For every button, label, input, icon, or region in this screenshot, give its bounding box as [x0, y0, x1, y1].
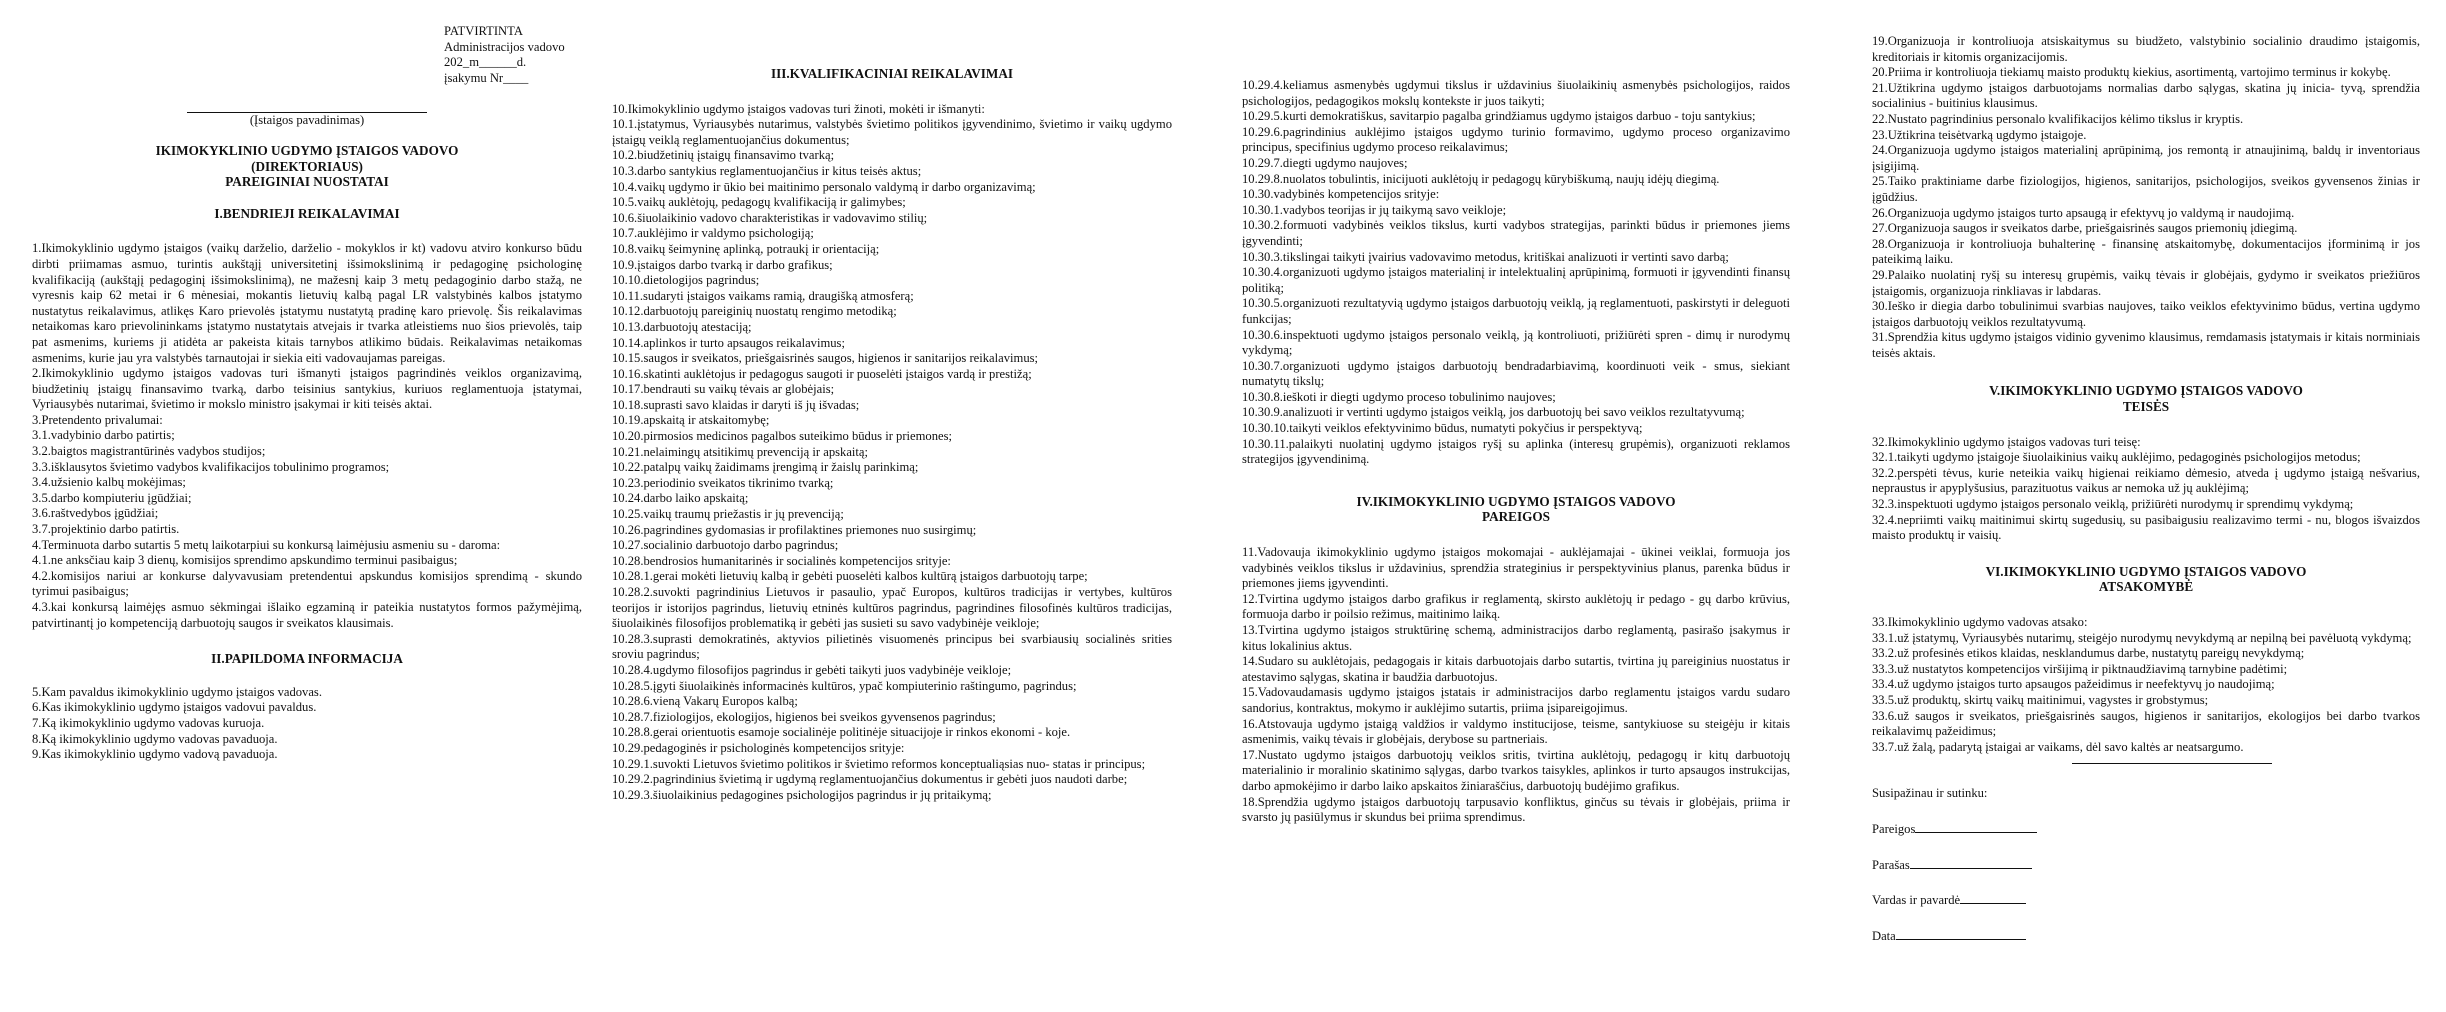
paragraph: 10.30.7.organizuoti ugdymo įstaigos darbuotojų bendradarbiavimą, koordinuoti veik - smus, siekiant numatytų tikslų;: [1242, 358, 1790, 389]
paragraph: 10.1.įstatymus, Vyriausybės nutarimus, valstybės švietimo politikos įgyvendinimo, švietimo ir vaikų ugdymo įstaigų veiklą reglamentuojančius dokumentus;: [612, 117, 1172, 147]
document-title: [32, 143, 582, 190]
approval-line: Administracijos vadovo: [444, 39, 565, 54]
approval-line: įsakymu Nr____: [444, 70, 529, 85]
paragraph: 10.28.5.įgyti šiuolaikinės informacinės kultūros, ypač kompiuterinio raštingumo, pagrindus;: [612, 678, 1077, 693]
paragraph: 10.28.bendrosios humanitarinės ir socialinės kompetencijos srityje:: [612, 553, 951, 568]
paragraph: 32.2.perspėti tėvus, kurie neteikia vaikų higienai reikiamo dėmesio, atveda į ugdymo įstaigą nešvarius, nepraustus ir apyplyšusius, parazituotus vaikus ar nemoka už jų auklėjimą;: [1872, 465, 2420, 496]
paragraph: 4.3.kai konkursą laimėjęs asmuo sėkmingai išlaiko egzaminą ir pateikia nustatytos formos pažymėjimą, patvirtinantį jo kompetenciją darbuotojų saugos ir sveikatos klausimais.: [32, 600, 582, 630]
section-body: [612, 102, 1172, 804]
approval-line: 202_m______d.: [444, 55, 527, 70]
paragraph: 4.2.komisijos nariui ar konkurse dalyvavusiam pretendentui apskundus komisijos sprendimą - skundo tyrimui pasibaigus;: [32, 568, 582, 599]
signature-label: Vardas ir pavardė: [1872, 893, 1961, 908]
section-body: [1872, 615, 2420, 755]
paragraph: 30.Ieško ir diegia darbo tobulinimui svarbias naujoves, taiko veiklos efektyvinimo būdus, vertina ugdymo įstaigos darbuotojų veiklos rezultatyvumą.: [1872, 299, 2420, 329]
section-body: [32, 685, 582, 763]
signature-label: Pareigos: [1872, 821, 1916, 836]
paragraph: 10.29.5.kurti demokratiškus, savitarpio pagalba grindžiamus ugdymo įstaigos darbuo - toju santykius;: [1242, 109, 1756, 124]
paragraph: 10.30.3.tikslingai taikyti įvairius vadovavimo metodus, kritiškai analizuoti ir vertinti savo darbą;: [1242, 249, 1729, 264]
paragraph: 10.30.6.inspektuoti ugdymo įstaigos personalo veiklą, ją kontroliuoti, prižiūrėti spren - dimų ir nurodymų vykdymą;: [1242, 327, 1790, 358]
paragraph: 10.28.2.suvokti pagrindinius Lietuvos ir pasaulio, ypač Europos, kultūros tradicijas ir vertybes, kultūros teorijos ir istorijos pagrindus, lietuvių etninės kultūros pagrindus, pagrindines filosofinės kultūros tradicijas, šiuolaikinės filosofijos problematiką ir gebėti jas susieti su savo vadybinėje veikloje;: [612, 585, 1172, 631]
paragraph: 15.Vadovaudamasis ugdymo įstaigos įstatais ir administracijos darbo reglamentu įstaigos vardu sudaro sandorius, kontraktus, mokymo ir auklėjimo sutartis, priima įsipareigojimus.: [1242, 685, 1790, 715]
paragraph: 10.Ikimokyklinio ugdymo įstaigos vadovas turi žinoti, mokėti ir išmanyti:: [612, 101, 985, 116]
paragraph: 10.13.darbuotojų atestaciją;: [612, 319, 752, 334]
paragraph: 10.29.pedagoginės ir psichologinės kompetencijos srityje:: [612, 740, 905, 755]
paragraph: 27.Organizuoja saugos ir sveikatos darbe, priešgaisrinės saugos priemonių įdiegimą.: [1872, 221, 2298, 236]
paragraph: 33.7.už žalą, padarytą įstaigai ar vaikams, dėl savo kaltės ar neatsargumo.: [1872, 739, 2244, 754]
signature-row-position: [1872, 820, 2420, 838]
signature-label: Data: [1872, 928, 1896, 943]
paragraph: 33.1.už įstatymų, Vyriausybės nutarimų, steigėjo nurodymų nevykdymą ar nepilną bei pavėluotą vykdymą;: [1872, 630, 2412, 645]
paragraph: 10.28.8.gerai orientuotis esamoje socialinėje politinėje situacijoje ir rinkos ekonomi - koje.: [612, 725, 1071, 740]
paragraph: 18.Sprendžia ugdymo įstaigos darbuotojų tarpusavio konfliktus, ginčus su tėvais ir globėjais, priima ir svarsto jų pasiūlymus ir skundus bei priima sprendimus.: [1242, 794, 1790, 825]
section-body: [1242, 545, 1790, 826]
paragraph: 10.28.6.vieną Vakarų Europos kalbą;: [612, 694, 798, 709]
paragraph: 3.4.užsienio kalbų mokėjimas;: [32, 475, 186, 490]
paragraph: 4.1.ne anksčiau kaip 3 dienų, komisijos sprendimo apskundimo terminui pasibaigus;: [32, 553, 458, 568]
paragraph: 3.Pretendento privalumai:: [32, 412, 163, 427]
paragraph: 5.Kam pavaldus ikimokyklinio ugdymo įstaigos vadovas.: [32, 684, 322, 699]
paragraph: 10.3.darbo santykius reglamentuojančius ir kitus teisės aktus;: [612, 163, 922, 178]
paragraph: 9.Kas ikimokyklinio ugdymo vadovą pavaduoja.: [32, 747, 278, 762]
paragraph: 8.Ką ikimokyklinio ugdymo vadovas pavaduoja.: [32, 731, 278, 746]
paragraph: 10.30.2.formuoti vadybinės veiklos tikslus, kurti vadybos strategijas, parinkti būdus ir priemones jiems įgyvendinti;: [1242, 218, 1790, 248]
paragraph: 10.29.8.nuolatos tobulintis, inicijuoti auklėtojų ir pedagogų kūrybiškumą, naujų idėjų diegimą.: [1242, 171, 1720, 186]
paragraph: 10.12.darbuotojų pareiginių nuostatų rengimo metodiką;: [612, 304, 897, 319]
paragraph: 33.5.už produktų, skirtų vaikų maitinimui, vagystes ir grobstymus;: [1872, 692, 2209, 707]
paragraph: 32.Ikimokyklinio ugdymo įstaigos vadovas turi teisę:: [1872, 434, 2141, 449]
section-body: [1242, 78, 1790, 468]
approval-block: [444, 24, 582, 86]
approval-line: PATVIRTINTA: [444, 24, 523, 38]
paragraph: 22.Nustato pagrindinius personalo kvalifikacijos kėlimo tikslus ir kryptis.: [1872, 111, 2244, 126]
paragraph: 3.3.išklausytos švietimo vadybos kvalifikacijos tobulinimo programos;: [32, 459, 390, 474]
heading-line: ATSAKOMYBĖ: [2098, 579, 2194, 595]
paragraph: 32.1.taikyti ugdymo įstaigoje šiuolaikinius vaikų auklėjimo, pedagoginės psichologijos metodus;: [1872, 450, 2361, 465]
paragraph: 10.9.įstaigos darbo tvarką ir darbo grafikus;: [612, 257, 833, 272]
section-heading: [1242, 494, 1790, 525]
paragraph: 10.30.8.ieškoti ir diegti ugdymo proceso tobulinimo naujoves;: [1242, 389, 1556, 404]
paragraph: 21.Užtikrina ugdymo įstaigos darbuotojams normalias darbo sąlygas, skatina jų inicia- tyvą, sprendžia socialinius - buitinius klausimus.: [1872, 80, 2420, 111]
paragraph: 10.22.patalpų vaikų žaidimams įrengimą ir žaislų parinkimą;: [612, 460, 919, 475]
signature-row-date: [1872, 927, 2420, 945]
paragraph: 10.28.1.gerai mokėti lietuvių kalbą ir gebėti puoselėti kalbos kultūrą įstaigos darbuotojų tarpe;: [612, 569, 1088, 584]
paragraph: 10.5.vaikų auklėtojų, pedagogų kvalifikaciją ir galimybes;: [612, 195, 906, 210]
paragraph: 14.Sudaro su auklėtojais, pedagogais ir kitais darbuotojais darbo sutartis, tvirtina jų pareiginius nuostatus ir atestavimo sąlygas, skatina ir baudžia darbuotojus.: [1242, 654, 1790, 684]
paragraph: 2.Ikimokyklinio ugdymo įstaigos vadovas turi išmanyti įstaigos pagrindinės veiklos organizavimą, biudžetinių įstaigų finansavimo tvarką, darbo teisinius santykius, kuriuos reglamentuoja įstatymai, Vyriausybės nutarimai, švietimo ir mokslo ministro įsakymai ir kiti teisės aktai.: [32, 366, 582, 412]
paragraph: 10.29.1.suvokti Lietuvos švietimo politikos ir švietimo reformos konceptualiąsias nuo- statas ir principus;: [612, 756, 1146, 771]
paragraph: 3.1.vadybinio darbo patirtis;: [32, 428, 175, 443]
paragraph: 10.21.nelaimingų atsitikimų prevenciją ir apskaitą;: [612, 444, 869, 459]
heading-line: V.IKIMOKYKLINIO UGDYMO ĮSTAIGOS VADOVO: [1989, 383, 2303, 399]
paragraph: 12.Tvirtina ugdymo įstaigos darbo grafikus ir reglamentą, skirsto auklėtojų ir pedago - gų darbo krūvius, formuoja darbo ir poilsio režimus, maitinimo laiką.: [1242, 591, 1790, 622]
paragraph: 10.29.2.pagrindinius švietimą ir ugdymą reglamentuojančius dokumentus ir gebėti juos naudoti darbe;: [612, 772, 1128, 787]
paragraph: 32.4.nepriimti vaikų maitinimui skirtų sugedusių, su pasibaigusiu realizavimo termi - nu, blogos išvaizdos maisto produktų ir vaisių.: [1872, 512, 2420, 543]
column-3: [1242, 78, 1790, 826]
paragraph: 25.Taiko praktiniame darbe fiziologijos, higienos, sanitarijos, psichologijos, sveikos gyvensenos žinias ir įgūdžius.: [1872, 174, 2420, 204]
paragraph: 10.2.biudžetinių įstaigų finansavimo tvarką;: [612, 148, 835, 163]
paragraph: 10.30.4.organizuoti ugdymo įstaigos materialinį ir intelektualinį aprūpinimą, formuoti ir įgyvendinti finansų politiką;: [1242, 265, 1790, 295]
paragraph: 23.Užtikrina teisėtvarką ugdymo įstaigoje.: [1872, 127, 2087, 142]
heading-line: PAREIGOS: [1482, 509, 1550, 525]
heading-line: VI.IKIMOKYKLINIO UGDYMO ĮSTAIGOS VADOVO: [1985, 563, 2307, 579]
paragraph: 28.Organizuoja ir kontroliuoja buhalterinę - finansinę atskaitomybę, dokumentacijos įforminimą ir jos pateikimą laiku.: [1872, 236, 2420, 267]
paragraph: 10.30.vadybinės kompetencijos srityje:: [1242, 187, 1440, 202]
paragraph: 3.2.baigtos magistrantūrinės vadybos studijos;: [32, 444, 266, 459]
paragraph: 10.7.auklėjimo ir valdymo psichologiją;: [612, 226, 814, 241]
signature-blank[interactable]: [1896, 927, 2026, 940]
closing-rule: [2072, 763, 2272, 764]
paragraph: 10.14.aplinkos ir turto apsaugos reikalavimus;: [612, 335, 845, 350]
institution-caption: (Įstaigos pavadinimas): [249, 113, 365, 128]
paragraph: 32.3.inspektuoti ugdymo įstaigos personalo veiklą, prižiūrėti nurodymų ir sprendimų vykdymą;: [1872, 497, 2354, 512]
paragraph: 31.Sprendžia kitus ugdymo įstaigos vidinio gyvenimo klausimus, remdamasis įstatymais ir kitais norminiais teisės aktais.: [1872, 330, 2420, 360]
paragraph: 10.29.3.šiuolaikinius pedagogines psichologijos pagrindus ir jų pritaikymą;: [612, 787, 992, 802]
section-body: [32, 241, 582, 631]
paragraph: 10.11.sudaryti įstaigos vaikams ramią, draugišką atmosferą;: [612, 288, 914, 303]
paragraph: 10.25.vaikų traumų priežastis ir jų prevenciją;: [612, 507, 844, 522]
paragraph: 13.Tvirtina ugdymo įstaigos struktūrinę schemą, administracijos darbo reglamentą, pasirašo įsakymus ir kitus lokalinius aktus.: [1242, 623, 1790, 653]
title-line: IKIMOKYKLINIO UGDYMO ĮSTAIGOS VADOVO: [155, 142, 459, 158]
section-heading: II.PAPILDOMA INFORMACIJA: [211, 651, 403, 667]
paragraph: 10.19.apskaitą ir atskaitomybę;: [612, 413, 770, 428]
paragraph: 10.30.11.palaikyti nuolatinį ugdymo įstaigos ryšį su aplinka (interesų grupėmis), organizuoti reklamos strategijos įgyvendinimą.: [1242, 436, 1790, 467]
paragraph: 10.28.7.fiziologijos, ekologijos, higienos bei sveikos gyvensenos pagrindus;: [612, 709, 996, 724]
paragraph: 10.30.5.organizuoti rezultatyvią ugdymo įstaigos darbuotojų veiklą, ją reglamentuoti, paskirstyti ir deleguoti funkcijas;: [1242, 296, 1790, 326]
paragraph: 20.Priima ir kontroliuoja tiekiamų maisto produktų kiekius, asortimentą, vartojimo terminus ir kokybę.: [1872, 65, 2391, 80]
paragraph: 10.20.pirmosios medicinos pagalbos suteikimo būdus ir priemones;: [612, 429, 953, 444]
paragraph: 33.2.už profesinės etikos klaidas, nesklandumus darbe, nustatytų pareigų nevykdymą;: [1872, 646, 2305, 661]
paragraph: 33.3.už nustatytos kompetencijos viršijimą ir piktnaudžiavimą tarnybine padėtimi;: [1872, 661, 2288, 676]
paragraph: 10.29.6.pagrindinius auklėjimo įstaigos ugdymo turinio formavimo, ugdymo proceso organizavimo principus, specifinius ugdymo proceso reikalavimus;: [1242, 124, 1790, 155]
signature-blank[interactable]: [1960, 891, 2026, 904]
paragraph: 33.Ikimokyklinio ugdymo vadovas atsako:: [1872, 615, 2088, 629]
column-4: [1872, 34, 2420, 944]
column-1: [32, 24, 582, 763]
paragraph: 1.Ikimokyklinio ugdymo įstaigos (vaikų darželio, darželio - mokyklos ir kt) vadovu atviro konkurso būdu dirbti priimamas asmuo, turintis aukštąjį universitetinį išsimokslinimą ir pedagoginę psichologinę kvalifikaciją (aukštąjį pedagoginį išsimokslinimą), ne mažesnį kaip 3 metų pedagoginio darbo stažą, ne vyresnis kaip 62 metai ir 6 mėnesiai, mokantis lietuvių kalbą pagal LR valstybinės kalbos įstatymo nustatytus reikalavimus, atlikęs Karo prievolės įstatymu nustatytą pradinę karo prievolę. Šis reikalavimas netaikomas karo prievolininkams įstatymo nustatytais atvejais ir tvarka atleistiems nuo šios prievolės, taip pat asmenims, kuriems ji atidėta ar pakeista kitais tarnybos atlikimo būdais. Reikalavimas netaikomas asmenims, kurie jau yra valstybės tarnautojai ir siekia eiti vadovaujamas pareigas.: [32, 241, 582, 365]
paragraph: 10.6.šiuolaikinio vadovo charakteristikas ir vadovavimo stilių;: [612, 210, 928, 225]
paragraph: 3.5.darbo kompiuteriu įgūdžiai;: [32, 490, 192, 505]
paragraph: 10.15.saugos ir sveikatos, priešgaisrinės saugos, higienos ir sanitarijos reikalavimus;: [612, 351, 1039, 366]
paragraph: 10.29.7.diegti ugdymo naujoves;: [1242, 155, 1408, 170]
signature-row-name: [1872, 891, 2420, 909]
paragraph: 10.23.periodinio sveikatos tikrinimo tvarką;: [612, 475, 834, 490]
paragraph: 10.30.9.analizuoti ir vertinti ugdymo įstaigos veiklą, jos darbuotojų bei savo veiklos rezultatyvumą;: [1242, 405, 1745, 420]
paragraph: 10.28.3.suprasti demokratinės, aktyvios pilietinės visuomenės principus bei svarbiausių socialinės srities sroviu pagrindus;: [612, 631, 1172, 662]
section-heading: [1872, 383, 2420, 414]
paragraph: 6.Kas ikimokyklinio ugdymo įstaigos vadovui pavaldus.: [32, 700, 317, 715]
paragraph: 4.Terminuota darbo sutartis 5 metų laikotarpiui su konkursą laimėjusiu asmeniu su - daroma:: [32, 537, 501, 552]
paragraph: 10.30.1.vadybos teorijas ir jų taikymą savo veikloje;: [1242, 202, 1507, 217]
paragraph: 11.Vadovauja ikimokyklinio ugdymo įstaigos mokomajai - auklėjamajai - ūkinei veiklai, formuoja jos vadybinės veiklos tikslus ir uždavinius, sprendžia strateginius ir perspektyvinius planus, parenka būdus ir priemones jiems įgyvendinti.: [1242, 545, 1790, 591]
title-line: (DIREKTORIAUS): [251, 158, 363, 174]
section-body: [1872, 34, 2420, 361]
section-body: [1872, 435, 2420, 544]
signature-row-signature: [1872, 856, 2420, 874]
paragraph: 10.18.suprasti savo klaidas ir daryti iš jų išvadas;: [612, 397, 860, 412]
paragraph: 10.24.darbo laiko apskaitą;: [612, 491, 749, 506]
title-line: PAREIGINIAI NUOSTATAI: [225, 174, 389, 190]
paragraph: 10.27.socialinio darbuotojo darbo pagrindus;: [612, 538, 839, 553]
paragraph: 10.29.4.keliamus asmenybės ugdymui tikslus ir uždavinius šiuolaikinių asmenybės psichologijos, raidos psichologijos, pedagogikos mokslų kontekste ir juos taikyti;: [1242, 78, 1790, 108]
section-heading: III.KVALIFIKACINIAI REIKALAVIMAI: [770, 66, 1014, 81]
paragraph: 19.Organizuoja ir kontroliuoja atsiskaitymus su biudžeto, valstybinio socialinio draudimo įstaigomis, kreditoriais ir kitomis organizacijomis.: [1872, 34, 2420, 64]
paragraph: 16.Atstovauja ugdymo įstaigą valdžios ir valdymo institucijose, teisme, santykiuose su steigėju ir kitais asmenimis, vaikų tėvais ir globėjais, derybose su partneriais.: [1242, 716, 1790, 747]
section-heading: I.BENDRIEJI REIKALAVIMAI: [214, 205, 400, 221]
paragraph: 24.Organizuoja ugdymo įstaigos materialinį aprūpinimą, jos remontą ir atnaujinimą, baldų ir inventoriaus įsigijimą.: [1872, 143, 2420, 173]
paragraph: 3.6.raštvedybos įgūdžiai;: [32, 506, 159, 521]
column-2: [612, 66, 1172, 803]
paragraph: 10.10.dietologijos pagrindus;: [612, 273, 760, 288]
paragraph: 10.17.bendrauti su vaikų tėvais ar globėjais;: [612, 382, 835, 397]
paragraph: 3.7.projektinio darbo patirtis.: [32, 522, 180, 537]
paragraph: 17.Nustato ugdymo įstaigos darbuotojų veiklos sritis, tvirtina auklėtojų, pedagogų ir kitų darbuotojų materialinio ir moralinio skatinimo sąlygas, darbo tvarkos taisykles, aplinkos ir turto apsaugos instrukcijas, darbo apmokėjimo ir darbo laiko apskaitos žiniaraščius, darbuotojų budėjimo grafikus.: [1242, 747, 1790, 793]
paragraph: 10.16.skatinti auklėtojus ir pedagogus saugoti ir puoselėti įstaigos vardą ir prestižą;: [612, 366, 1032, 381]
paragraph: 33.4.už ugdymo įstaigos turto apsaugos pažeidimus ir neefektyvų jo naudojimą;: [1872, 677, 2275, 692]
heading-line: IV.IKIMOKYKLINIO UGDYMO ĮSTAIGOS VADOVO: [1356, 493, 1676, 509]
paragraph: 10.26.pagrindines gydomasias ir profilaktines priemones nuo susirgimų;: [612, 522, 977, 537]
signature-label: Parašas: [1872, 857, 1910, 872]
paragraph: 10.4.vaikų ugdymo ir ūkio bei maitinimo personalo valdymą ir darbo organizavimą;: [612, 179, 1036, 194]
paragraph: 7.Ką ikimokyklinio ugdymo vadovas kuruoja.: [32, 715, 265, 730]
paragraph: 29.Palaiko nuolatinį ryšį su interesų grupėmis, vaikų tėvais ir globėjais, gydymo ir sveikatos priežiūros įstaigomis, organizuoja rinkliavas ir labdaras.: [1872, 267, 2420, 298]
signature-blank[interactable]: [1915, 820, 2037, 833]
heading-line: TEISĖS: [2122, 399, 2170, 415]
paragraph: 10.30.10.taikyti veiklos efektyvinimo būdus, numatyti pokyčius ir perspektyvą;: [1242, 421, 1643, 436]
signature-intro: Susipažinau ir sutinku:: [1872, 786, 1988, 801]
paragraph: 10.8.vaikų šeimyninę aplinką, potraukį ir orientaciją;: [612, 241, 880, 256]
paragraph: 26.Organizuoja ugdymo įstaigos turto apsaugą ir efektyvų jo valdymą ir naudojimą.: [1872, 205, 2295, 220]
paragraph: 33.6.už saugos ir sveikatos, priešgaisrinės saugos, higienos ir sanitarijos, ekologijos bei darbo tvarkos reikalavimų pažeidimus;: [1872, 708, 2420, 739]
paragraph: 10.28.4.ugdymo filosofijos pagrindus ir gebėti taikyti juos vadybinėje veikloje;: [612, 662, 1012, 677]
signature-blank[interactable]: [1910, 856, 2032, 869]
section-heading: [1872, 564, 2420, 595]
